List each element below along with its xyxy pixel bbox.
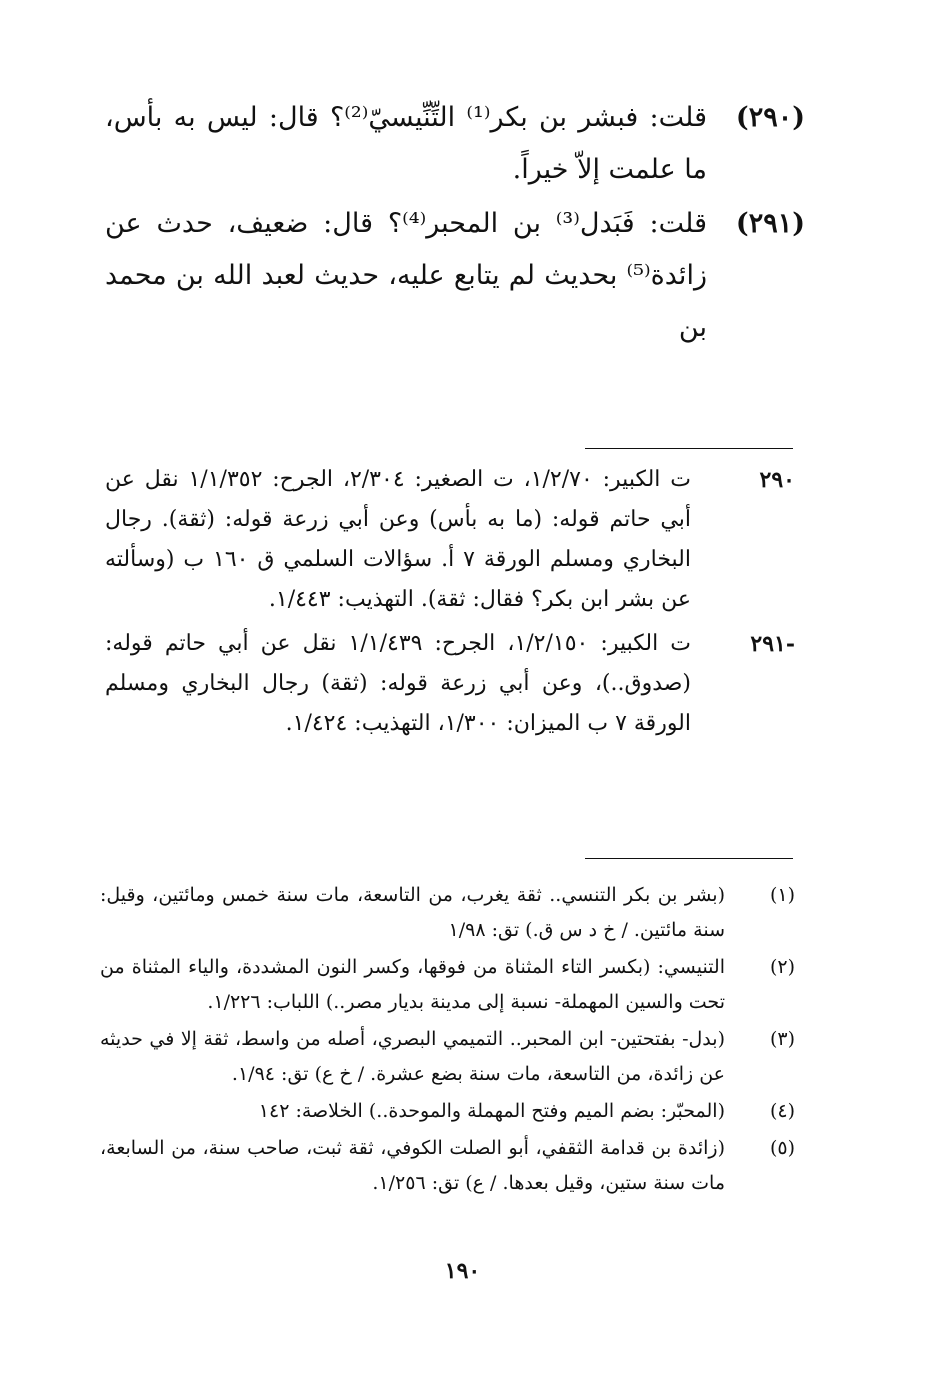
footnote-text: التنيسي: (بكسر التاء المثناة من فوقها، وكسر النون المشددة، والياء المثناة من تحت والسين المهملة- نسبة إلى مدينة بديار مصر..) اللباب: ١/٢٢٦.: [100, 956, 725, 1013]
entry-text: قلت: فبشر بن بكر⁽¹⁾ التِّنِّيسيّ⁽²⁾؟ قال: ليس به بأس، ما علمت إلاّ خيراً.: [105, 102, 707, 185]
commentary-text: ت الكبير: ١/٢/٧٠، ت الصغير: ٢/٣٠٤، الجرح: ١/١/٣٥٢ نقل عن أبي حاتم قوله: (ما به بأس) وعن أبي زرعة قوله: (ثقة). رجال البخاري ومسلم الورقة ٧ أ. سؤالات السلمي ق ١٦٠ ب (وسألته عن بشر ابن بكر؟ فقال: ثقة). التهذيب: ١/٤٤٣.: [105, 467, 691, 612]
page-number: ١٩٠: [444, 1258, 481, 1284]
footnote-5: [100, 1131, 795, 1201]
entry-text: قلت: فَبَدل⁽³⁾ بن المحبر⁽⁴⁾؟ قال: ضعيف، حدث عن زائدة⁽⁵⁾ بحديث لم يتابع عليه، حديث لعبد الله بن محمد بن: [105, 208, 707, 343]
footnote-2: [100, 950, 795, 1020]
commentary-number: ٢٩٠: [759, 467, 795, 493]
footnote-4: [100, 1094, 795, 1129]
commentary-number: -٢٩١: [750, 631, 795, 657]
main-entry-291: [105, 198, 805, 354]
main-entry-290: [105, 92, 805, 196]
footnote-text: (بدل- بفتحتين- ابن المحبر.. التميمي البصري، أصله من واسط، ثقة إلا في حديثه عن زائدة، من التاسعة، مات سنة بضع عشرة. / خ ع) تق: ١/٩٤.: [100, 1028, 725, 1085]
footnote-text: (المحبّر: بضم الميم وفتح المهملة والموحدة..) الخلاصة: ١٤٢: [258, 1100, 725, 1122]
footnote-1: [100, 878, 795, 948]
footnotes-section: [100, 878, 795, 1203]
footnotes-divider: [585, 858, 793, 859]
commentary-section: [105, 460, 795, 748]
footnote-number: (٤): [769, 1100, 795, 1122]
entry-number: (٢٩٠): [735, 102, 805, 133]
commentary-divider: [585, 448, 793, 449]
footnote-number: (٢): [769, 956, 795, 978]
commentary-entry-290: [105, 460, 795, 620]
main-text: [105, 92, 805, 356]
footnote-number: (١): [769, 884, 795, 906]
commentary-entry-291: [105, 624, 795, 744]
footnote-number: (٥): [769, 1137, 795, 1159]
footnote-number: (٣): [769, 1028, 795, 1050]
commentary-text: ت الكبير: ١/٢/١٥٠، الجرح: ١/١/٤٣٩ نقل عن أبي حاتم قوله: (صدوق..)، وعن أبي زرعة قوله: (ثقة) رجال البخاري ومسلم الورقة ٧ ب الميزان: ١/٣٠٠، التهذيب: ١/٤٢٤.: [105, 631, 691, 736]
footnote-text: (بشر بن بكر التنسي.. ثقة يغرب، من التاسعة، مات سنة خمس ومائتين، وقيل: سنة مائتين. / خ د س ق.) تق: ١/٩٨: [100, 884, 725, 941]
footnote-text: (زائدة بن قدامة الثقفي، أبو الصلت الكوفي، ثقة ثبت، صاحب سنة، من السابعة، مات سنة ستين، وقيل بعدها. / ع) تق: ١/٢٥٦.: [100, 1137, 725, 1194]
footnote-3: [100, 1022, 795, 1092]
entry-number: (٢٩١): [735, 208, 805, 239]
